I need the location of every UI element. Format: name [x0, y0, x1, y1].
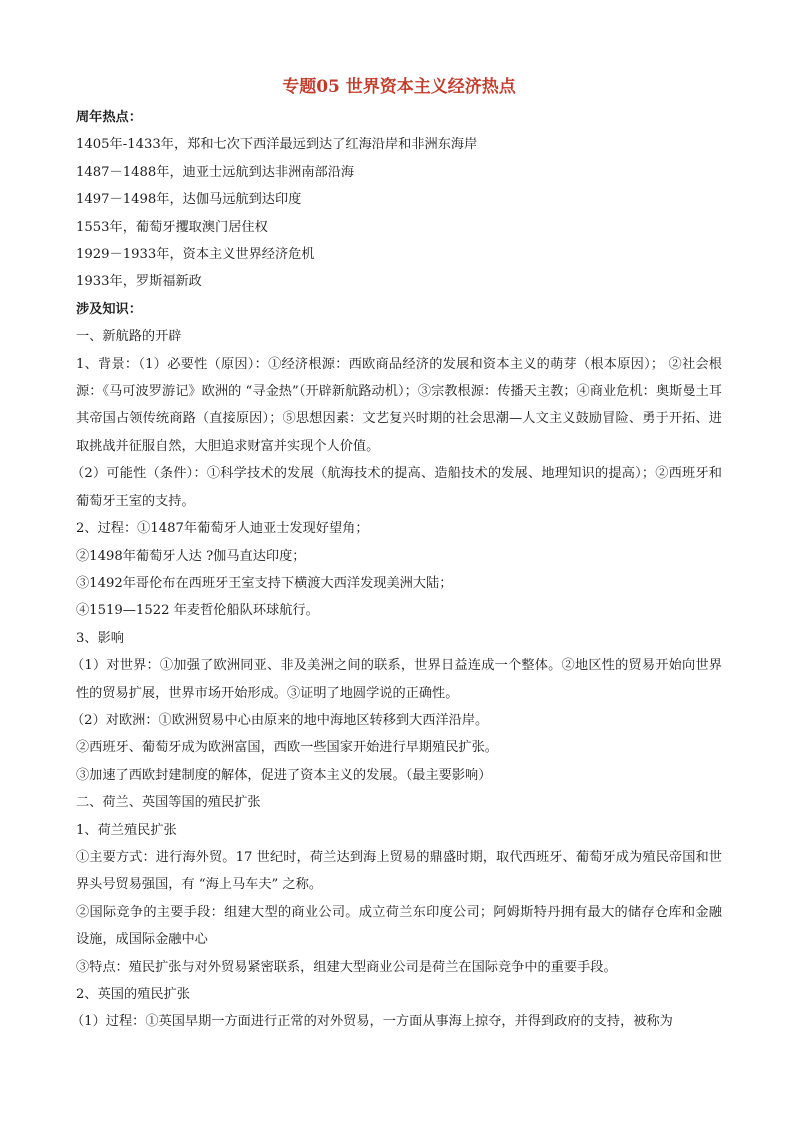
process-item: ②1498年葡萄牙人达 ?伽马直达印度；: [76, 548, 306, 564]
anniversary-item: 1929－1933年，资本主义世界经济危机: [76, 247, 315, 263]
impact-europe-item: ③加速了西欧封建制度的解体，促进了资本主义的发展。（最主要影响）: [76, 767, 492, 783]
process-item: ③1492年哥伦布在西班牙王室支持下横渡大西洋发现美洲大陆；: [76, 575, 453, 591]
netherlands-heading: 1、荷兰殖民扩张: [76, 822, 177, 838]
anniversary-item: 1497－1498年，达伽马远航到达印度: [76, 192, 302, 208]
document-page: [71, 74, 722, 1036]
process-heading: 2、过程：①1487年葡萄牙人迪亚士发现好望角；: [76, 521, 369, 537]
process-item: ④1519—1522 年麦哲伦船队环球航行。: [76, 603, 319, 619]
impact-europe-item: ②西班牙、葡萄牙成为欧洲富国，西欧一些国家开始进行早期殖民扩张。: [76, 740, 498, 756]
netherlands-item: ③特点：殖民扩张与对外贸易紧密联系，组建大型商业公司是荷兰在国际竞争中的重要手段。: [76, 959, 617, 975]
netherlands-item: ②国际竞争的主要手段：组建大型的商业公司。成立荷兰东印度公司；阿姆斯特丹拥有最大的储存仓库和金融设施，成国际金融中心: [76, 904, 722, 948]
england-heading: 2、英国的殖民扩张: [76, 987, 190, 1002]
netherlands-item: ①主要方式：进行海外贸。17 世纪时，荷兰达到海上贸易的鼎盛时期，取代西班牙、葡萄牙成为殖民帝国和世界头号贸易强国，有 “海上马车夫” 之称。: [76, 849, 722, 893]
section-heading: 一、新航路的开辟: [76, 329, 182, 345]
impact-world-paragraph: （1）对世界：①加强了欧洲同亚、非及美洲之间的联系，世界日益连成一个整体。②地区性的贸易开始向世界性的贸易扩展，世界市场开始形成。③证明了地圆学说的正确性。: [71, 658, 722, 701]
england-process-paragraph: （1）过程：①英国早期一方面进行正常的对外贸易，一方面从事海上掠夺，并得到政府的支持，被称为: [71, 1014, 673, 1030]
anniversary-item: 1405年-1433年，郑和七次下西洋最远到达了红海沿岸和非洲东海岸: [76, 137, 478, 153]
anniversary-heading: 周年热点：: [76, 110, 142, 125]
section-heading: 二、荷兰、英国等国的殖民扩张: [76, 795, 261, 811]
anniversary-item: 1553年，葡萄牙攫取澳门居住权: [76, 219, 268, 235]
knowledge-heading: 涉及知识：: [76, 301, 142, 317]
possibility-paragraph: （2）可能性（条件）：①科学技术的发展（航海技术的提高、造船技术的发展、地理知识的提高）；②西班牙和葡萄牙王室的支持。: [71, 466, 722, 509]
background-paragraph: 1、背景：（1）必要性（原因）：①经济根源：西欧商品经济的发展和资本主义的萌芽（根本原因）； ②社会根源：《马可波罗游记》欧洲的 “寻金热”（开辟新航路动机）；③宗教根源：传播天主教；④商业危机：奥斯曼土耳其帝国占领传统商路（直接原因）；⑤思想因素：文艺复兴时期的社会思潮—人文主义鼓励冒险、勇于开拓、进取挑战并征服自然，大胆追求财富并实现个人价值。: [76, 356, 722, 454]
impact-heading: 3、影响: [76, 630, 124, 646]
anniversary-item: 1487－1488年，迪亚士远航到达非洲南部沿海: [76, 164, 355, 180]
anniversary-item: 1933年，罗斯福新政: [76, 274, 202, 290]
impact-europe-heading: （2）对欧洲：①欧洲贸易中心由原来的地中海地区转移到大西洋沿岸。: [71, 712, 489, 728]
page-title: 专题05 世界资本主义经济热点: [282, 77, 516, 97]
